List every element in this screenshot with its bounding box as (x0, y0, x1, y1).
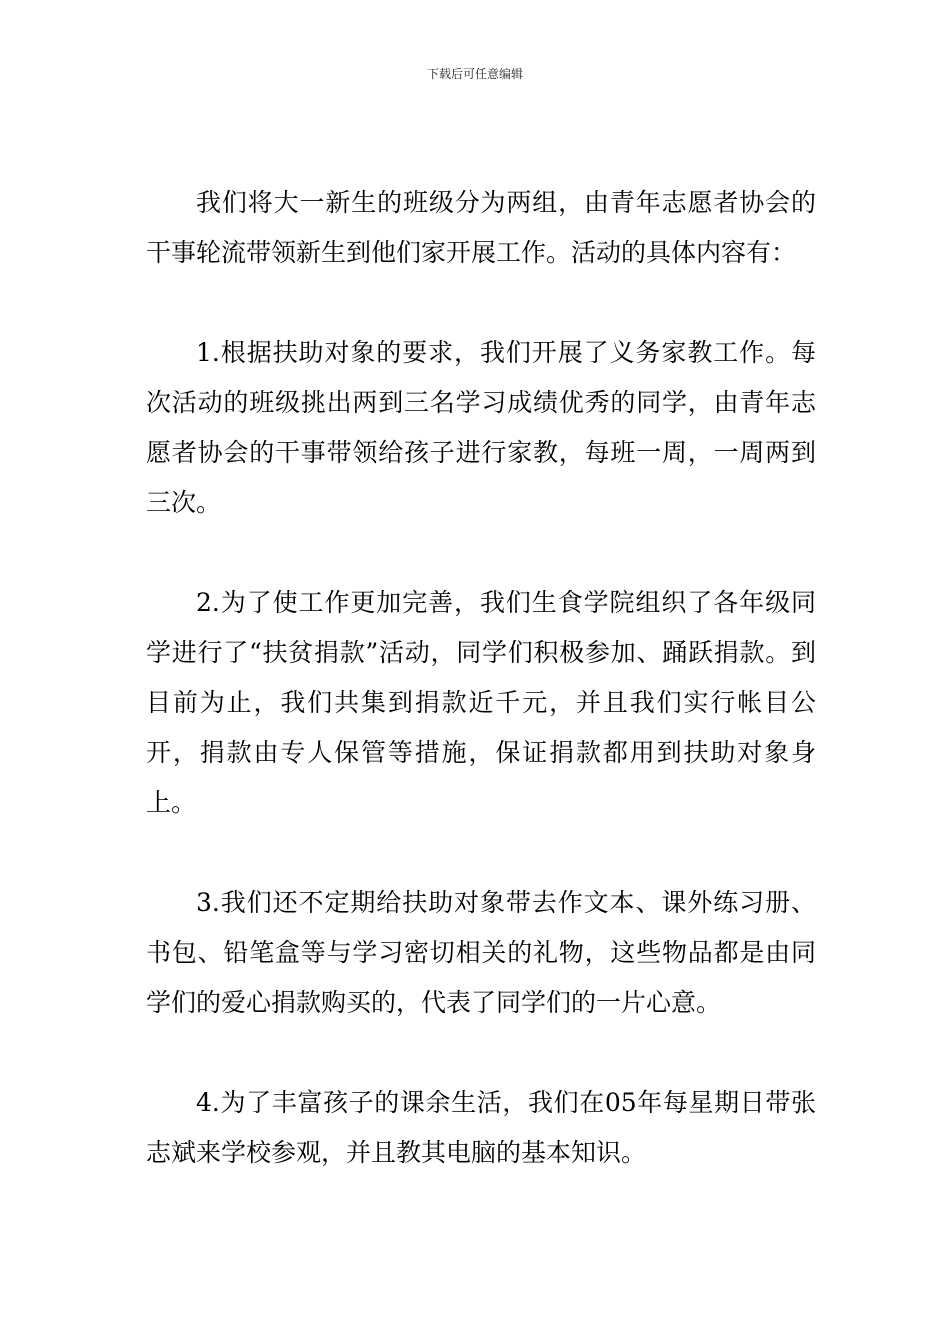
paragraph-item-3: 3.我们还不定期给扶助对象带去作文本、课外练习册、书包、铅笔盒等与学习密切相关的礼物，这些物品都是由同学们的爱心捐款购买的，代表了同学们的一片心意。 (146, 888, 816, 1017)
document-body (146, 178, 816, 1228)
paragraph-intro: 我们将大一新生的班级分为两组，由青年志愿者协会的干事轮流带领新生到他们家开展工作。活动的具体内容有： (146, 188, 816, 267)
page-header: 下载后可任意编辑 (426, 67, 523, 81)
paragraph-item-4: 4.为了丰富孩子的课余生活，我们在05年每星期日带张志斌来学校参观，并且教其电脑的基本知识。 (146, 1088, 816, 1167)
paragraph-item-2: 2.为了使工作更加完善，我们生食学院组织了各年级同学进行了“扶贫捐款”活动，同学们积极参加、踊跃捐款。到目前为止，我们共集到捐款近千元，并且我们实行帐目公开，捐款由专人保管等措施，保证捐款都用到扶助对象身上。 (146, 588, 816, 817)
paragraph-item-1: 1.根据扶助对象的要求，我们开展了义务家教工作。每次活动的班级挑出两到三名学习成绩优秀的同学，由青年志愿者协会的干事带领给孩子进行家教，每班一周，一周两到三次。 (146, 338, 816, 517)
